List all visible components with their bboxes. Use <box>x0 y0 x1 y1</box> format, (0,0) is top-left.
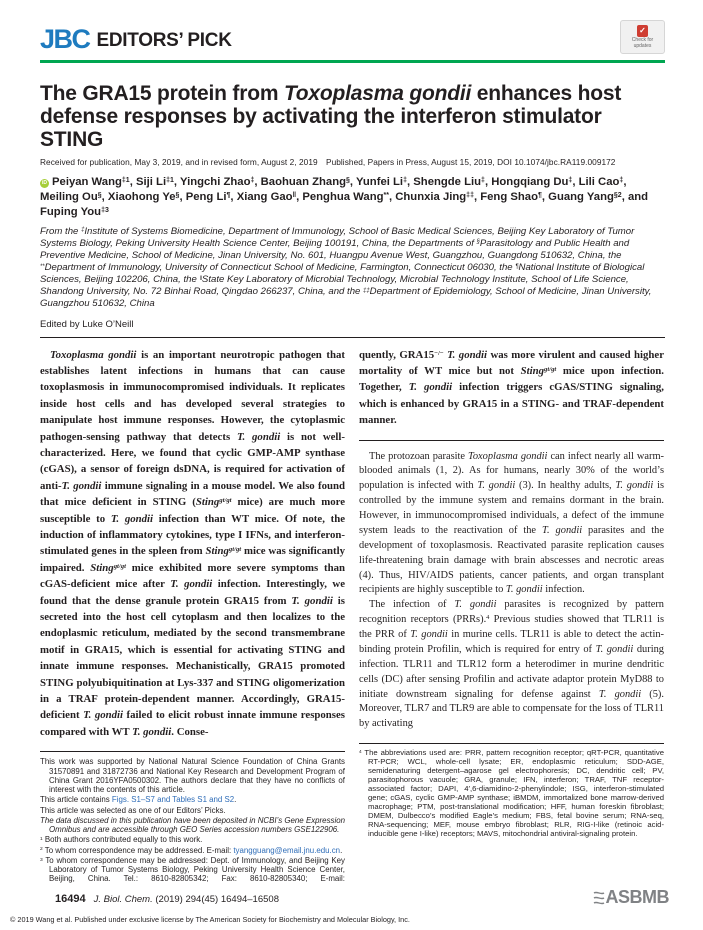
crossmark-icon: ✓ <box>637 25 648 37</box>
citation-line <box>55 893 279 905</box>
crossmark-label-line1: Check for <box>631 36 654 43</box>
footnote-3: $^3$ To whom correspondence may be addressed: Dept. of Immunology, and Beijing Key Laboratory of Tumor Systems Biology, Peking University Health Science Center, Beijing, China. Tel.: 8610-82805342; Fax: 8610-82805340; E-mail: <box>40 856 345 893</box>
page-number: 16494 <box>55 893 86 905</box>
author-names: Peiyan Wang$^{\ddagger 1}$, Siji Li$^{\ddagger 1}$, Yingchi Zhao‡, Baohuan Zhang§, Yunfei Li‡, Shengde Liu‡, Hongqiang Du‡, Lili Cao‡, Meiling Ou§, Xiaohong Ye§, Peng Li¶, Xiang Gao‖, Penghua Wang**, Chunxia Jing‡‡, Feng Shao¶, Guang Yang$^{\S 2}$, and Fuping You$^{\ddagger 3}$ <box>40 176 649 219</box>
journal-citation: J. Biol. Chem. (2019) 294(45) 16494–16508 <box>93 894 279 905</box>
author-list <box>40 175 665 220</box>
link[interactable]: Figs. S1–S7 and Tables S1 and S2 <box>111 795 235 805</box>
article-title: The GRA15 protein from Toxoplasma gondii enhances host defense responses by activating the interferon stimulator STING <box>40 82 622 152</box>
link[interactable]: tyangguang@email.jnu.edu.cn <box>233 845 341 855</box>
crossmark-label-line2: updates <box>633 42 652 49</box>
footnote-abbreviations: $^4$ The abbreviations used are: PRR, pattern recognition receptor; qRT-PCR, quantitative RT-PCR; WCL, whole-cell lysate; ER, endoplasmic reticulum; SDD-AGE, semidenaturing detergent–agarose gel electrophoresis; DC, dendritic cell; PV, parasitophorous vacuole; GRA, granule; IFN, interferon; TRAF, TNF receptor-associated factor; DAPI, 4′,6-diamidino-2-phenylindole; ISG, interferon-stimulated gene; cGAS, cyclic GMP-AMP synthase; iBMDM, immortalized bone marrow-derived macrophage; PTM, post-translational modification; HFF, human foreskin fibroblast; DMEM, Dulbecco’s modified Eagle’s medium; FBS, fetal bovine serum; RNA-seq, RNA-sequencing; MEF, mouse embryo fibroblast; RLR, RIG-I-like (retinoic acid-inducible gene I-like) receptors; MAVS, mitochondrial antiviral-signaling protein. <box>359 748 664 838</box>
footnote-rule-right <box>359 743 664 744</box>
footnotes-left <box>40 757 345 893</box>
abstract-divider <box>359 440 664 441</box>
received-dates: Received for publication, May 3, 2019, and in revised form, August 2, 2019 Published, Papers in Press, August 15, 2019, DOI 10.1074/jbc.RA119.009172 <box>40 157 616 168</box>
abstract-left: Toxoplasma gondii is an important neurotropic pathogen that establishes latent infections in humans that can cause toxoplasmosis in immunocompromised individuals. It replicates inside host cells and has developed several strategies to manipulate host immune responses. However, the cytoplasmic pathogen-sensing pathway that detects T. gondii is not well-characterized. Here, we found that cyclic GMP-AMP synthase (cGAS), a sensor of foreign dsDNA, is required for activation of anti-T. gondii immune signaling in a mouse model. We also found that mice deficient in STING (Sting$^{gt/gt}$ mice) are much more susceptible to T. gondii infection than WT mice. Of note, the induction of inflammatory cytokines, type I IFNs, and interferon-stimulated genes in the spleen from Sting$^{gt/gt}$ mice was significantly impaired. Sting$^{gt/gt}$ mice exhibited more severe symptoms than cGAS-deficient mice after T. gondii infection. Interestingly, we found that the dense granule protein GRA15 from T. gondii is secreted into the host cell cytoplasm and then localizes to the endoplasmic reticulum, mediated by the second transmembrane motif in GRA15, which is essential for activating STING and innate immune responses. Mechanistically, GRA15 promoted STING polyubiquitination at Lys-337 and STING oligomerization in a TRAF protein-dependent manner. Accordingly, GRA15-deficient T. gondii failed to elicit robust innate immune responses compared with WT T. gondii. Conse- <box>40 348 345 738</box>
check-for-updates-badge[interactable] <box>620 20 665 54</box>
header-rule <box>40 337 665 338</box>
footnote-1: $^1$ Both authors contributed equally to this work. <box>40 835 203 845</box>
copyright-line: © 2019 Wang et al. Published under exclusive license by The American Society for Biochemistry and Molecular Biology, Inc. <box>10 915 410 924</box>
intro-paragraph-1: The protozoan parasite Toxoplasma gondii can infect nearly all warm-blooded animals (1, 2). As for humans, nearly 30% of the world’s population is infected with T. gondii (3). In healthy adults, T. gondii is controlled by the immune system and remains dormant in the brain. However, in immunocompromised individuals, a defect of the immune system leads to the reactivation of the T. gondii parasites and the development of toxoplasmosis. Reactivated parasite replication causes life-threatening brain damage with brain abscesses and necrotic areas (4). Thus, HIV/AIDS patients, cancer patients, and organ transplant recipients are highly susceptible to T. gondii infection. <box>359 450 664 596</box>
edited-by: Edited by Luke O’Neill <box>40 318 134 330</box>
asbmb-wordmark: ASBMB <box>605 887 669 907</box>
footnote-editors-pick: This article was selected as one of our Editors’ Picks. <box>40 805 226 815</box>
asbmb-helix-icon <box>592 890 605 906</box>
right-column <box>359 347 664 893</box>
abstract-right: quently, GRA15−/− T. gondii was more virulent and caused higher mortality of WT mice but not Sting$^{gt/gt}$ mice upon infection. Together, T. gondii infection triggers cGAS/STING signaling, which is enhanced by GRA15 in a STING- and TRAF-dependent manner. <box>359 348 665 427</box>
footnote-2: $^2$ To whom correspondence may be addressed. E-mail: tyangguang@email.jnu.edu.cn. <box>40 845 343 855</box>
orcid-icon[interactable]: iD <box>42 180 47 187</box>
two-column-body <box>40 347 665 893</box>
editors-pick-banner: EDITORS’ PICK <box>96 30 232 51</box>
affiliations: From the ‡Institute of Systems Biomedicine, Department of Immunology, School of Basic Medical Sciences, Beijing Key Laboratory of Tumor Systems Biology, Peking University Health Science Center, Beijing 100191, China, the Departments of §Parasitology and Public Health and Preventive Medicine, School of Medicine, Jinan University, No. 601, Huangpu Avenue West, Guangzhou, Guangdong 510632, China, the **Department of Immunology, University of Connecticut School of Medicine, Farmington, Connecticut 06030, the ¶National Institute of Biological Sciences, Beijing 102206, China, the ‖State Key Laboratory of Microbial Technology, Microbial Technology Institute, School of Life Science, Shandong University, No. 72 Binhai Road, Qingdao 266237, China, and the ‡‡Department of Epidemiology, School of Medicine, Jinan University, Guangzhou 510632, China <box>40 226 652 310</box>
footnote-supporting-info: This article contains Figs. S1–S7 and Tables S1 and S2. <box>40 795 237 805</box>
footnote-rule-left <box>40 751 345 752</box>
left-column <box>40 347 345 893</box>
asbmb-logo <box>592 887 670 908</box>
page-footer <box>0 884 703 930</box>
masthead <box>40 26 665 63</box>
footnote-data-deposit: The data discussed in this publication have been deposited in NCBI’s Gene Expression Omnibus and are accessible through GEO Series accession numbers GSE122906. <box>40 815 345 835</box>
jbc-logo: JBC <box>40 24 90 54</box>
intro-paragraph-2: The infection of T. gondii parasites is recognized by pattern recognition receptors (PRRs).$^4$ Previous studies showed that TLR11 is the PRR of T. gondii in murine cells. TLR11 is able to detect the actin-binding protein Profilin, which is required for entry of T. gondii during infection. TLR11 and TLR12 form a heterodimer in murine dendritic cells (DC) after sensing Profilin and activate adaptor protein MyD88 to initiate downstream signaling for defense against T. gondii (5). Moreover, TLR7 and TLR9 are able to compensate for the loss of TLR11 by activating <box>359 599 665 730</box>
crossmark-label <box>632 38 653 50</box>
footnote-funding: This work was supported by National Natural Science Foundation of China Grants 31570891 and 31872736 and National Key Research and Development Program of China Grant 2016YFA0500302. The authors declare that they have no conflicts of interest with the contents of this article. <box>40 757 345 795</box>
